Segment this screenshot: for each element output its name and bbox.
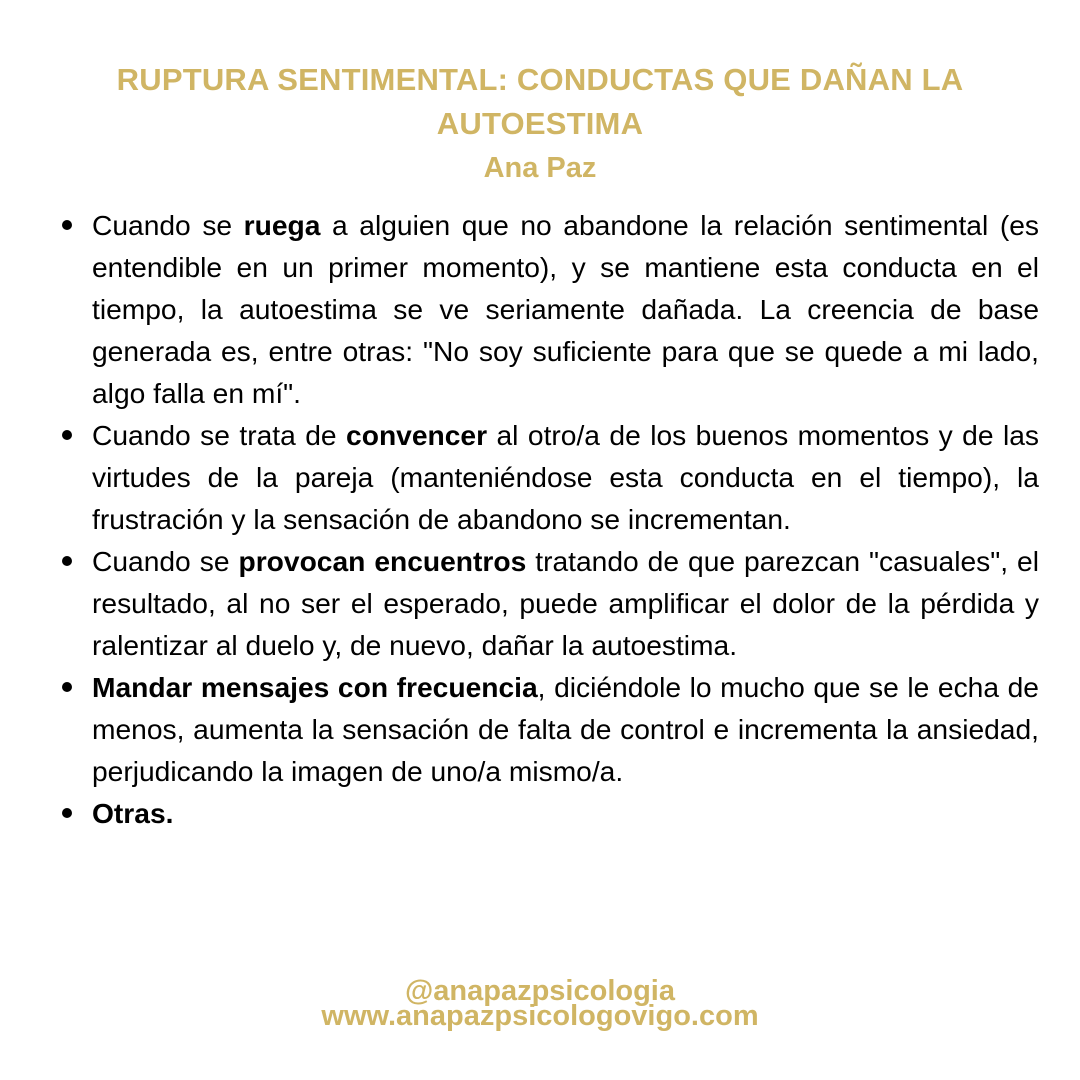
item-keyword: Otras. [92, 797, 174, 829]
page-title: RUPTURA SENTIMENTAL: CONDUCTAS QUE DAÑAN LA AUTOESTIMA [116, 62, 964, 141]
list-item [92, 792, 1039, 834]
bullet-icon [62, 556, 72, 566]
item-text: al otro/a de los buenos momentos y de las virtudes de la pareja (manteniéndose esta conducta en el tiempo), la frustración y la sensación de abandono se incrementan. [92, 419, 1040, 535]
item-text: Cuando se trata de [92, 419, 347, 451]
social-handle: @anapazpsicologia [404, 975, 675, 1007]
behaviors-list [92, 204, 1039, 834]
list-item [92, 204, 1039, 414]
item-keyword: convencer [346, 419, 488, 451]
item-text: tratando de que parezcan "casuales", el resultado, al no ser el esperado, puede amplificar el dolor de la pérdida y ralentizar al duelo y, de nuevo, dañar la autoestima. [92, 545, 1039, 661]
item-text: , diciéndole lo mucho que se le echa de menos, aumenta la sensación de falta de control e incrementa la ansiedad, perjudicando la imagen de uno/a mismo/a. [92, 671, 1039, 787]
list-item [92, 666, 1039, 792]
bullet-icon [62, 682, 72, 692]
item-text: Cuando se [92, 209, 244, 241]
bullet-icon [62, 808, 72, 818]
list-item [92, 540, 1039, 666]
author-name: Ana Paz [483, 152, 597, 184]
website-url: www.anapazpsicologovigo.com [321, 1000, 759, 1032]
item-keyword: provocan encuentros [238, 545, 527, 577]
item-keyword: ruega [243, 209, 321, 241]
bullet-icon [62, 430, 72, 440]
list-item [92, 414, 1039, 540]
bullet-icon [62, 220, 72, 230]
item-text: Cuando se [92, 545, 239, 577]
item-keyword: Mandar mensajes con frecuencia [92, 671, 538, 703]
item-text: a alguien que no abandone la relación sentimental (es entendible en un primer momento), y se mantiene esta conducta en el tiempo, la autoestima se ve seriamente dañada. La creencia de base generada es, entre otras: "No soy suficiente para que se quede a mi lado, algo falla en mí". [92, 209, 1039, 409]
